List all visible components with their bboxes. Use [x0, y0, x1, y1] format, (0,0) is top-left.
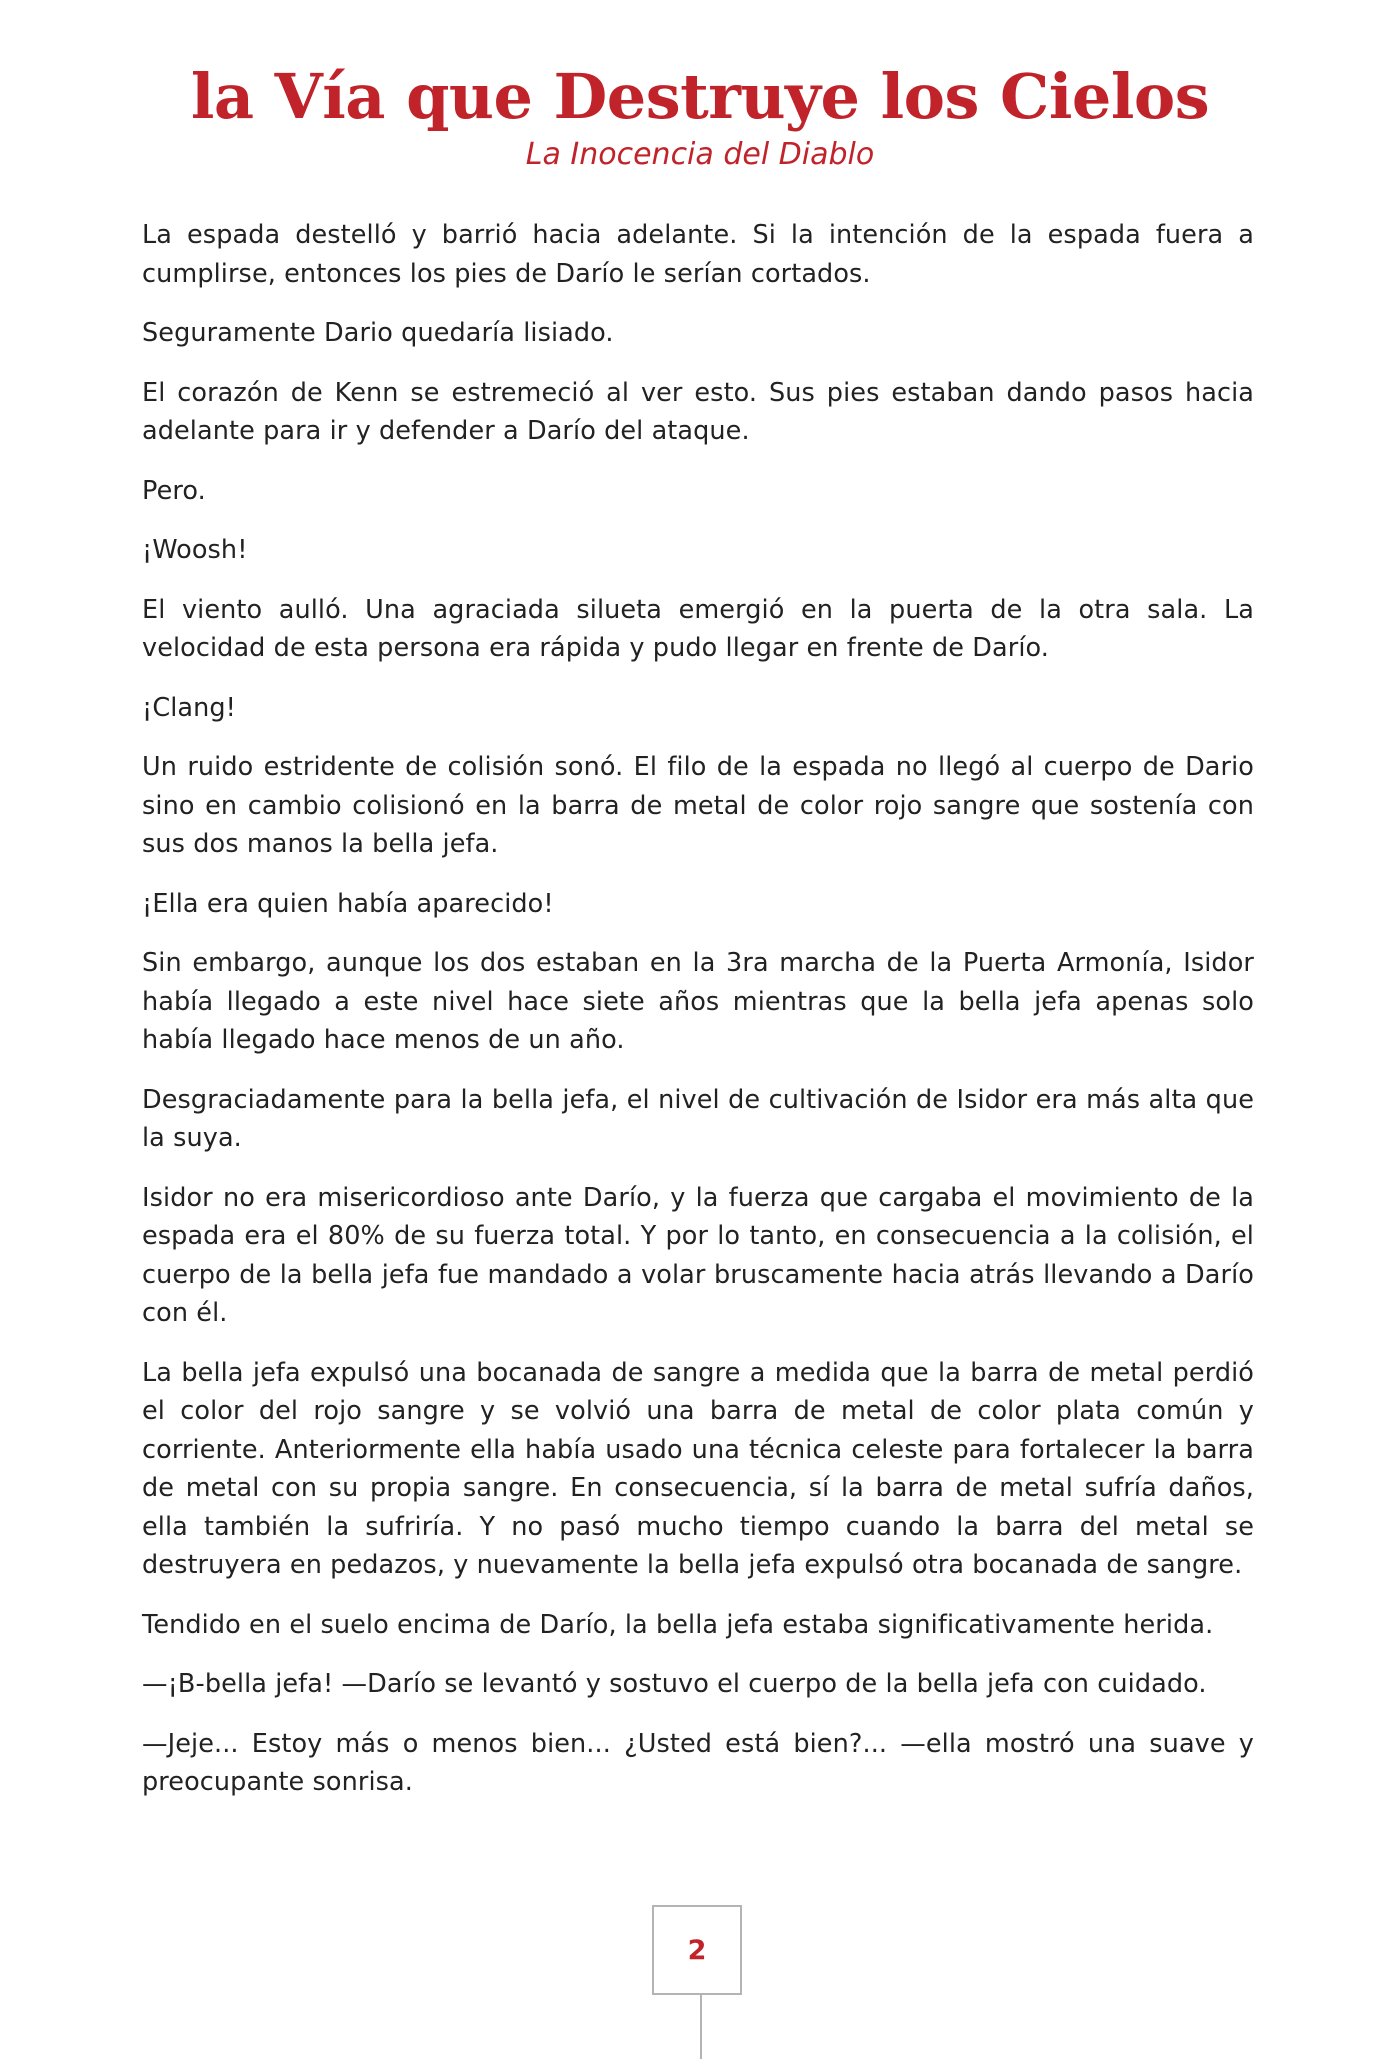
body-text: [142, 216, 1254, 1823]
paragraph: La bella jefa expulsó una bocanada de sangre a medida que la barra de metal perdió el color del rojo sangre y se volvió una barra de metal de color plata común y corriente. Anteriormente ella había usado una técnica celeste para fortalecer la barra de metal con su propia sangre. En consecuencia, sí la barra de metal sufría daños, ella también la sufriría. Y no pasó mucho tiempo cuando la barra del metal se destruyera en pedazos, y nuevamente la bella jefa expulsó otra bocanada de sangre.: [142, 1357, 1254, 1580]
paragraph: —Jeje... Estoy más o menos bien... ¿Usted está bien?... —ella mostró una suave y preocupante sonrisa.: [142, 1728, 1254, 1797]
paragraph: Pero.: [142, 475, 206, 506]
paragraph: Un ruido estridente de colisión sonó. El filo de la espada no llegó al cuerpo de Dario sino en cambio colisionó en la barra de metal de color rojo sangre que sostenía con sus dos manos la bella jefa.: [142, 752, 1254, 859]
paragraph: ¡Clang!: [142, 692, 237, 723]
paragraph: Seguramente Dario quedaría lisiado.: [142, 318, 614, 348]
paragraph: ¡Woosh!: [142, 535, 248, 565]
paragraph: El viento aulló. Una agraciada silueta emergió en la puerta de la otra sala. La velocidad de esta persona era rápida y pudo llegar en frente de Darío.: [142, 594, 1254, 663]
paragraph: —¡B-bella jefa! —Darío se levantó y sostuvo el cuerpo de la bella jefa con cuidado.: [142, 1669, 1207, 1699]
page-number-connector-line: [700, 1995, 702, 2059]
paragraph: El corazón de Kenn se estremeció al ver esto. Sus pies estaban dando pasos hacia adelante para ir y defender a Darío del ataque.: [142, 377, 1254, 446]
paragraph: Desgraciadamente para la bella jefa, el nivel de cultivación de Isidor era más alta que la suya.: [142, 1084, 1254, 1153]
paragraph: Sin embargo, aunque los dos estaban en la 3ra marcha de la Puerta Armonía, Isidor había llegado a este nivel hace siete años mientras que la bella jefa apenas solo había llegado hace menos de un año.: [142, 948, 1254, 1055]
paragraph: Isidor no era misericordioso ante Darío, y la fuerza que cargaba el movimiento de la espada era el 80% de su fuerza total. Y por lo tanto, en consecuencia a la colisión, el cuerpo de la bella jefa fue mandado a volar bruscamente hacia atrás llevando a Darío con él.: [142, 1182, 1254, 1328]
page-number-box: [652, 1905, 742, 1995]
page-header: [0, 58, 1400, 174]
page-title: la Vía que Destruye los Cielos: [190, 60, 1210, 133]
paragraph: ¡Ella era quien había aparecido!: [142, 888, 554, 919]
page-number: 2: [687, 1934, 707, 1966]
paragraph: La espada destelló y barrió hacia adelante. Si la intención de la espada fuera a cumplirse, entonces los pies de Darío le serían cortados.: [142, 220, 1254, 289]
paragraph: Tendido en el suelo encima de Darío, la bella jefa estaba significativamente herida.: [142, 1609, 1214, 1640]
page-subtitle: La Inocencia del Diablo: [525, 137, 875, 172]
